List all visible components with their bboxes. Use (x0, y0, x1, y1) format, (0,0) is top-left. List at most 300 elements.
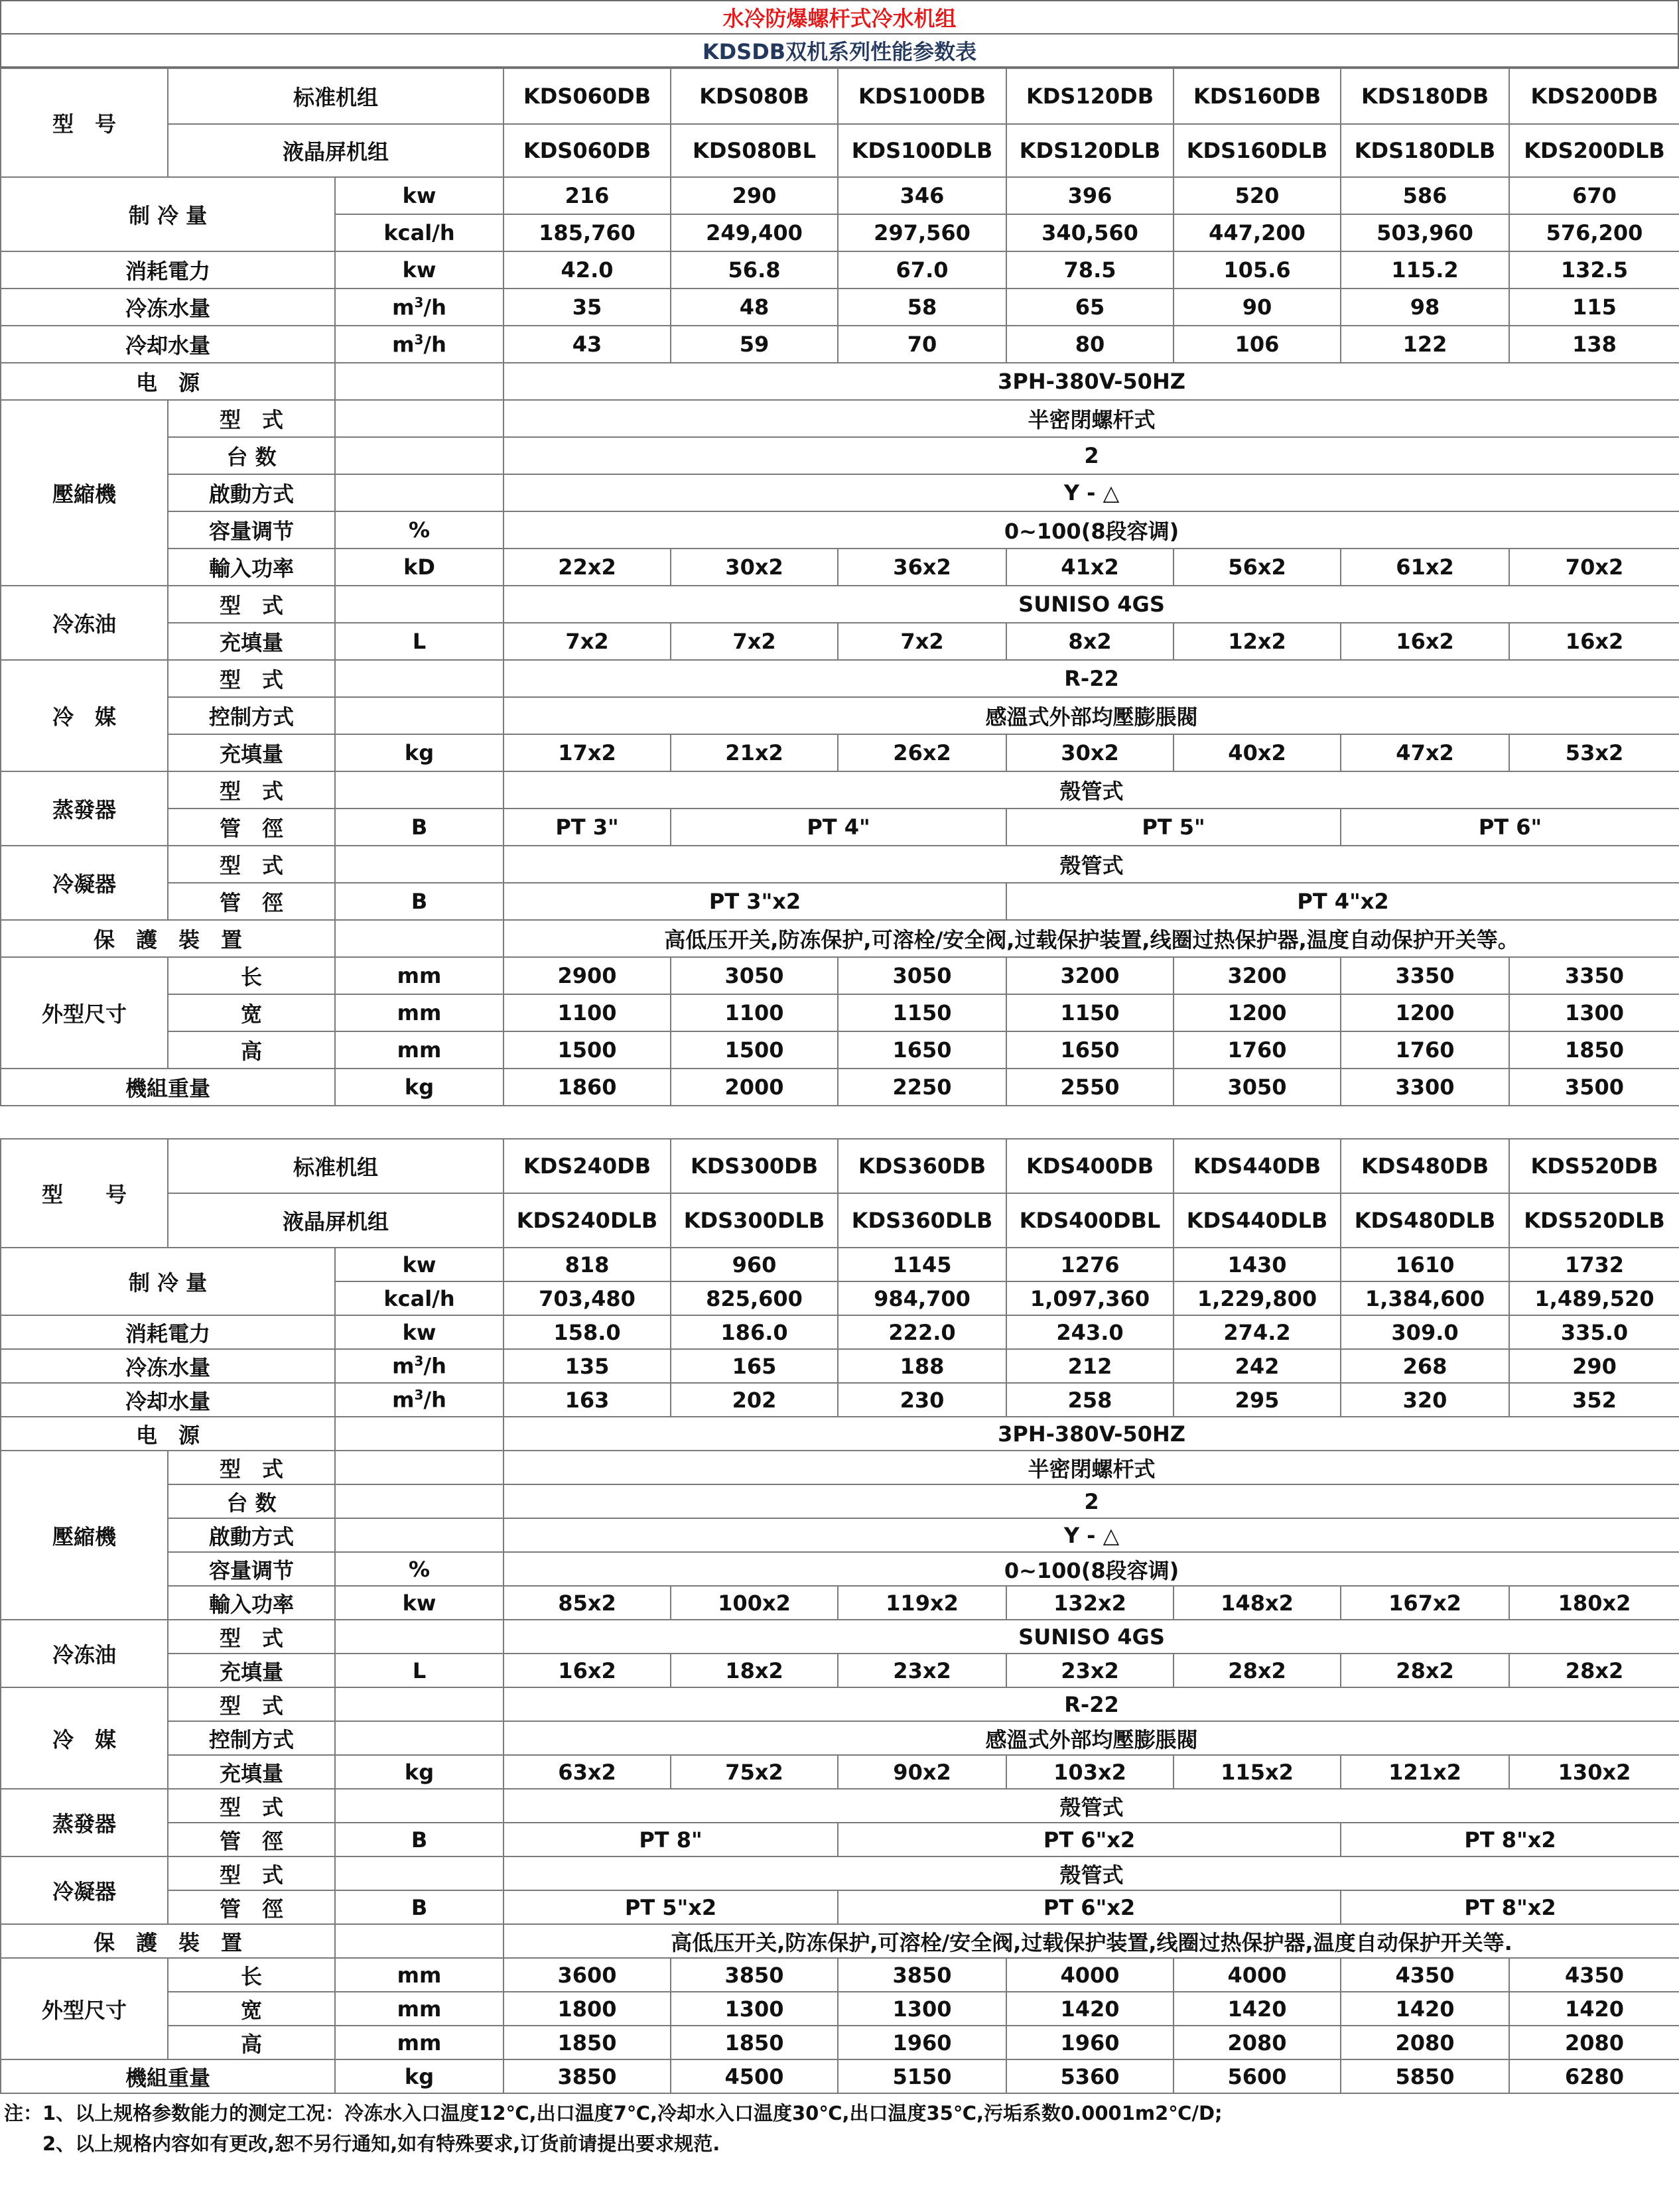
value-cell: 1732 (1509, 1248, 1679, 1281)
value-cell: 2550 (1006, 1069, 1174, 1106)
model-name: KDS160DB (1174, 68, 1341, 124)
unit-cell: B (335, 809, 504, 846)
unit-cell: kw (335, 177, 504, 214)
model-name: KDS160DLB (1174, 124, 1341, 177)
dimension-width-row (1, 994, 1679, 1031)
unit-superscript: 3 (414, 1353, 424, 1370)
condenser-type-value: 殼管式 (504, 846, 1679, 883)
model-row-lcd (1, 1193, 1679, 1248)
value-cell: 3350 (1509, 957, 1679, 994)
value-cell: 53x2 (1509, 734, 1679, 771)
compressor-label: 壓縮機 (1, 1451, 168, 1620)
value-cell: 16x2 (1341, 623, 1509, 660)
cooling-capacity-label: 制 冷 量 (1, 1248, 335, 1315)
value-cell: 1300 (1509, 994, 1679, 1031)
unit-tail: /h (423, 1387, 446, 1413)
value-cell: 2900 (504, 957, 671, 994)
value-cell: 119x2 (838, 1586, 1006, 1620)
pipe-size-value: PT 8"x2 (1341, 1823, 1679, 1856)
value-cell: 22x2 (504, 549, 671, 586)
value-cell: 23x2 (838, 1654, 1006, 1687)
evaporator-type-row (1, 771, 1679, 809)
model-row-standard (1, 68, 1679, 124)
footnote-1: 注：1、以上规格参数能力的测定工况：冷冻水入口温度12℃,出口温度7℃,冷却水入口温度30℃,出口温度35℃,污垢系数0.0001m2℃/D; (4, 2102, 1223, 2124)
value-cell: 2250 (838, 1069, 1006, 1106)
value-cell: 121x2 (1341, 1755, 1509, 1789)
sub-label: 型 式 (168, 846, 335, 883)
unit-cell: mm (335, 994, 504, 1031)
protection-value: 高低压开关,防冻保护,可溶栓/安全阀,过载保护装置,线圈过热保护器,温度自动保护开关等. (504, 1924, 1679, 1958)
value-cell: 396 (1006, 177, 1174, 214)
cooling-water-label: 冷却水量 (1, 326, 335, 363)
weight-label: 機組重量 (1, 1069, 335, 1106)
unit-cell: kw (335, 1586, 504, 1620)
pipe-size-value: PT 8"x2 (1341, 1890, 1679, 1924)
value-cell: 297,560 (838, 214, 1006, 251)
compressor-start-value: Y - △ (504, 1518, 1679, 1552)
model-label: 型 号 (1, 1139, 168, 1248)
value-cell: 1760 (1341, 1031, 1509, 1069)
power-supply-row (1, 363, 1679, 400)
sub-label: 长 (168, 957, 335, 994)
value-cell: 28x2 (1341, 1654, 1509, 1687)
value-cell: 274.2 (1174, 1315, 1341, 1349)
value-cell: 960 (671, 1248, 838, 1281)
value-cell: 1,229,800 (1174, 1281, 1341, 1315)
evaporator-label: 蒸發器 (1, 771, 168, 846)
value-cell: 1860 (504, 1069, 671, 1106)
value-cell: 447,200 (1174, 214, 1341, 251)
model-name: KDS520DB (1509, 1139, 1679, 1193)
capacity-control-value: 0~100(8段容调) (504, 1552, 1679, 1586)
sub-label: 控制方式 (168, 1721, 335, 1755)
sub-label: 型 式 (168, 1856, 335, 1890)
value-cell: 1500 (504, 1031, 671, 1069)
refrigerant-type-row (1, 660, 1679, 697)
value-cell: 243.0 (1006, 1315, 1174, 1349)
compressor-start-value: Y - △ (504, 474, 1679, 511)
value-cell: 309.0 (1341, 1315, 1509, 1349)
sub-label: 充填量 (168, 1654, 335, 1687)
power-label: 消耗電力 (1, 1315, 335, 1349)
unit-cell (335, 1451, 504, 1484)
value-cell: 59 (671, 326, 838, 363)
value-cell: 56.8 (671, 251, 838, 289)
power-supply-label: 电 源 (1, 1417, 335, 1451)
unit-cell (335, 1856, 504, 1890)
condenser-pipe-row (1, 883, 1679, 920)
value-cell: 984,700 (838, 1281, 1006, 1315)
sub-label: 容量调节 (168, 1552, 335, 1586)
value-cell: 30x2 (1006, 734, 1174, 771)
value-cell: 47x2 (1341, 734, 1509, 771)
unit-cell: kcal/h (335, 1281, 504, 1315)
unit-cell (335, 326, 504, 363)
unit-cell (335, 1620, 504, 1654)
sub-label: 长 (168, 1958, 335, 1992)
oil-type-row (1, 1620, 1679, 1654)
unit-base: m (392, 294, 415, 320)
sub-label: 高 (168, 2026, 335, 2059)
unit-cell (335, 1484, 504, 1518)
value-cell: 28x2 (1509, 1654, 1679, 1687)
unit-cell: kg (335, 734, 504, 771)
sub-label: 型 式 (168, 660, 335, 697)
unit-superscript: 3 (414, 294, 424, 310)
sub-label: 台 数 (168, 437, 335, 474)
compressor-type-value: 半密閉螺杆式 (504, 1451, 1679, 1484)
model-name: KDS360DB (838, 1139, 1006, 1193)
model-name: KDS180DLB (1341, 124, 1509, 177)
standard-unit-label: 标准机组 (168, 68, 504, 124)
value-cell: 1145 (838, 1248, 1006, 1281)
refrigerant-fill-row (1, 734, 1679, 771)
value-cell: 576,200 (1509, 214, 1679, 251)
compressor-capacity-row (1, 511, 1679, 549)
condenser-type-value: 殼管式 (504, 1856, 1679, 1890)
oil-label: 冷冻油 (1, 1620, 168, 1687)
value-cell: 106 (1174, 326, 1341, 363)
compressor-input-row (1, 549, 1679, 586)
value-cell: 1800 (504, 1992, 671, 2026)
unit-cell (335, 771, 504, 809)
value-cell: 1300 (671, 1992, 838, 2026)
unit-tail: /h (423, 1353, 446, 1379)
unit-cell: L (335, 623, 504, 660)
model-name: KDS100DLB (838, 124, 1006, 177)
unit-cell (335, 289, 504, 326)
evaporator-type-row (1, 1789, 1679, 1823)
value-cell: 122 (1341, 326, 1509, 363)
compressor-type-row (1, 400, 1679, 437)
value-cell: 1960 (838, 2026, 1006, 2059)
evaporator-pipe-row (1, 1823, 1679, 1856)
value-cell: 65 (1006, 289, 1174, 326)
compressor-input-row (1, 1586, 1679, 1620)
spec-table-1 (0, 68, 1679, 1106)
value-cell: 1300 (838, 1992, 1006, 2026)
value-cell: 1850 (504, 2026, 671, 2059)
oil-type-value: SUNISO 4GS (504, 1620, 1679, 1654)
value-cell: 105.6 (1174, 251, 1341, 289)
unit-cell: % (335, 511, 504, 549)
condenser-label: 冷凝器 (1, 846, 168, 920)
value-cell: 1650 (1006, 1031, 1174, 1069)
value-cell: 818 (504, 1248, 671, 1281)
dimension-length-row (1, 1958, 1679, 1992)
evaporator-type-value: 殼管式 (504, 771, 1679, 809)
value-cell: 340,560 (1006, 214, 1174, 251)
footnotes (4, 2098, 1223, 2159)
unit-base: m (392, 1387, 415, 1413)
value-cell: 12x2 (1174, 623, 1341, 660)
value-cell: 2080 (1509, 2026, 1679, 2059)
table-gap (0, 1106, 1679, 1138)
unit-base: m (392, 332, 415, 358)
pipe-size-value: PT 4"x2 (1006, 883, 1679, 920)
value-cell: 40x2 (1174, 734, 1341, 771)
value-cell: 5360 (1006, 2059, 1174, 2093)
power-supply-label: 电 源 (1, 363, 335, 400)
condenser-type-row (1, 1856, 1679, 1890)
unit-cell: mm (335, 1992, 504, 2026)
value-cell: 3050 (671, 957, 838, 994)
model-name: KDS060DB (504, 124, 671, 177)
sub-label: 型 式 (168, 1451, 335, 1484)
refrigerant-control-row (1, 697, 1679, 734)
value-cell: 670 (1509, 177, 1679, 214)
power-label: 消耗電力 (1, 251, 335, 289)
value-cell: 48 (671, 289, 838, 326)
value-cell: 100x2 (671, 1586, 838, 1620)
unit-tail: /h (423, 294, 446, 320)
value-cell: 70 (838, 326, 1006, 363)
lcd-unit-label: 液晶屏机组 (168, 1193, 504, 1248)
value-cell: 61x2 (1341, 549, 1509, 586)
unit-cell (335, 920, 504, 957)
value-cell: 103x2 (1006, 1755, 1174, 1789)
sub-label: 型 式 (168, 400, 335, 437)
pipe-size-value: PT 6"x2 (838, 1823, 1341, 1856)
value-cell: 30x2 (671, 549, 838, 586)
unit-cell (335, 660, 504, 697)
standard-unit-label: 标准机组 (168, 1139, 504, 1193)
unit-cell (335, 474, 504, 511)
value-cell: 3600 (504, 1958, 671, 1992)
value-cell: 212 (1006, 1349, 1174, 1383)
value-cell: 7x2 (838, 623, 1006, 660)
oil-type-value: SUNISO 4GS (504, 586, 1679, 623)
value-cell: 90x2 (838, 1755, 1006, 1789)
sheet-subtitle: KDSDB双机系列性能参数表 (0, 33, 1679, 68)
value-cell: 78.5 (1006, 251, 1174, 289)
model-name: KDS240DLB (504, 1193, 671, 1248)
compressor-count-value: 2 (504, 437, 1679, 474)
value-cell: 42.0 (504, 251, 671, 289)
value-cell: 115.2 (1341, 251, 1509, 289)
sub-label: 宽 (168, 1992, 335, 2026)
compressor-type-row (1, 1451, 1679, 1484)
unit-cell: B (335, 883, 504, 920)
value-cell: 85x2 (504, 1586, 671, 1620)
value-cell: 320 (1341, 1383, 1509, 1417)
unit-cell: kg (335, 1069, 504, 1106)
unit-cell: mm (335, 1031, 504, 1069)
model-name: KDS480DLB (1341, 1193, 1509, 1248)
footnote-2: 2、以上规格内容如有更改,恕不另行通知,如有特殊要求,订货前请提出要求规范. (4, 2132, 720, 2155)
unit-superscript: 3 (414, 1387, 424, 1403)
value-cell: 70x2 (1509, 549, 1679, 586)
refrigerant-label: 冷 媒 (1, 660, 168, 771)
value-cell: 26x2 (838, 734, 1006, 771)
unit-cell: B (335, 1890, 504, 1924)
model-name: KDS120DLB (1006, 124, 1174, 177)
compressor-label: 壓縮機 (1, 400, 168, 586)
value-cell: 3850 (504, 2059, 671, 2093)
protection-value: 高低压开关,防冻保护,可溶栓/安全阀,过载保护装置,线圈过热保护器,温度自动保护开关等。 (504, 920, 1679, 957)
value-cell: 268 (1341, 1349, 1509, 1383)
unit-cell (335, 846, 504, 883)
value-cell: 2000 (671, 1069, 838, 1106)
model-name: KDS300DB (671, 1139, 838, 1193)
sub-label: 容量调节 (168, 511, 335, 549)
model-name: KDS180DB (1341, 68, 1509, 124)
value-cell: 98 (1341, 289, 1509, 326)
sub-label: 管 徑 (168, 883, 335, 920)
value-cell: 295 (1174, 1383, 1341, 1417)
unit-cell: kD (335, 549, 504, 586)
condenser-pipe-row (1, 1890, 1679, 1924)
unit-cell (335, 1924, 504, 1958)
model-name: KDS120DB (1006, 68, 1174, 124)
unit-cell (335, 697, 504, 734)
value-cell: 8x2 (1006, 623, 1174, 660)
refrigerant-control-value: 感溫式外部均壓膨脹閥 (504, 697, 1679, 734)
compressor-type-value: 半密閉螺杆式 (504, 400, 1679, 437)
sub-label: 控制方式 (168, 697, 335, 734)
lcd-unit-label: 液晶屏机组 (168, 124, 504, 177)
value-cell: 1500 (671, 1031, 838, 1069)
unit-cell: kg (335, 1755, 504, 1789)
value-cell: 130x2 (1509, 1755, 1679, 1789)
sub-label: 啟動方式 (168, 474, 335, 511)
cooling-water-label: 冷却水量 (1, 1383, 335, 1417)
evaporator-type-value: 殼管式 (504, 1789, 1679, 1823)
value-cell: 58 (838, 289, 1006, 326)
value-cell: 352 (1509, 1383, 1679, 1417)
value-cell: 216 (504, 177, 671, 214)
unit-cell (335, 437, 504, 474)
value-cell: 2080 (1341, 2026, 1509, 2059)
unit-cell: kw (335, 1248, 504, 1281)
refrigerant-type-value: R-22 (504, 660, 1679, 697)
value-cell: 1150 (1006, 994, 1174, 1031)
cooling-capacity-label: 制 冷 量 (1, 177, 335, 251)
value-cell: 3050 (838, 957, 1006, 994)
value-cell: 3050 (1174, 1069, 1341, 1106)
value-cell: 185,760 (504, 214, 671, 251)
value-cell: 5150 (838, 2059, 1006, 2093)
value-cell: 180x2 (1509, 1586, 1679, 1620)
unit-superscript: 3 (414, 331, 424, 348)
sub-label: 輸入功率 (168, 549, 335, 586)
value-cell: 1430 (1174, 1248, 1341, 1281)
value-cell: 1420 (1174, 1992, 1341, 2026)
value-cell: 520 (1174, 177, 1341, 214)
value-cell: 90 (1174, 289, 1341, 326)
unit-cell: mm (335, 2026, 504, 2059)
model-label: 型 号 (1, 68, 168, 177)
sub-label: 管 徑 (168, 1890, 335, 1924)
value-cell: 5600 (1174, 2059, 1341, 2093)
value-cell: 222.0 (838, 1315, 1006, 1349)
sub-label: 充填量 (168, 734, 335, 771)
value-cell: 230 (838, 1383, 1006, 1417)
pipe-size-value: PT 5" (1006, 809, 1341, 846)
unit-cell (335, 1518, 504, 1552)
model-name: KDS100DB (838, 68, 1006, 124)
sub-label: 啟動方式 (168, 1518, 335, 1552)
value-cell: 335.0 (1509, 1315, 1679, 1349)
pipe-size-value: PT 8" (504, 1823, 838, 1856)
sub-label: 充填量 (168, 623, 335, 660)
compressor-capacity-row (1, 1552, 1679, 1586)
pipe-size-value: PT 3"x2 (504, 883, 1006, 920)
power-row (1, 251, 1679, 289)
refrigerant-control-value: 感溫式外部均壓膨脹閥 (504, 1721, 1679, 1755)
value-cell: 7x2 (671, 623, 838, 660)
unit-cell (335, 363, 504, 400)
model-name: KDS520DLB (1509, 1193, 1679, 1248)
unit-cell: kg (335, 2059, 504, 2093)
value-cell: 23x2 (1006, 1654, 1174, 1687)
model-row-lcd (1, 124, 1679, 177)
model-name: KDS400DB (1006, 1139, 1174, 1193)
weight-row (1, 1069, 1679, 1106)
unit-cell (335, 1789, 504, 1823)
value-cell: 1150 (838, 994, 1006, 1031)
value-cell: 163 (504, 1383, 671, 1417)
value-cell: 1420 (1341, 1992, 1509, 2026)
value-cell: 346 (838, 177, 1006, 214)
model-name: KDS200DB (1509, 68, 1679, 124)
value-cell: 3850 (838, 1958, 1006, 1992)
condenser-type-row (1, 846, 1679, 883)
sub-label: 型 式 (168, 1789, 335, 1823)
oil-label: 冷冻油 (1, 586, 168, 660)
value-cell: 132.5 (1509, 251, 1679, 289)
value-cell: 1200 (1174, 994, 1341, 1031)
chilled-water-label: 冷冻水量 (1, 289, 335, 326)
sub-label: 充填量 (168, 1755, 335, 1789)
unit-cell: mm (335, 1958, 504, 1992)
sub-label: 高 (168, 1031, 335, 1069)
value-cell: 258 (1006, 1383, 1174, 1417)
refrigerant-fill-row (1, 1755, 1679, 1789)
value-cell: 4350 (1509, 1958, 1679, 1992)
dimension-height-row (1, 1031, 1679, 1069)
model-name: KDS400DBL (1006, 1193, 1174, 1248)
compressor-start-row (1, 474, 1679, 511)
spec-table-2 (0, 1138, 1679, 2094)
unit-cell: kw (335, 1315, 504, 1349)
refrigerant-type-value: R-22 (504, 1687, 1679, 1721)
value-cell: 1200 (1341, 994, 1509, 1031)
evaporator-pipe-row (1, 809, 1679, 846)
value-cell: 825,600 (671, 1281, 838, 1315)
value-cell: 3300 (1341, 1069, 1509, 1106)
unit-cell (335, 1687, 504, 1721)
model-name: KDS240DB (504, 1139, 671, 1193)
value-cell: 1760 (1174, 1031, 1341, 1069)
model-name: KDS440DB (1174, 1139, 1341, 1193)
value-cell: 21x2 (671, 734, 838, 771)
value-cell: 3350 (1341, 957, 1509, 994)
sub-label: 管 徑 (168, 809, 335, 846)
value-cell: 1420 (1509, 1992, 1679, 2026)
value-cell: 36x2 (838, 549, 1006, 586)
value-cell: 503,960 (1341, 214, 1509, 251)
cooling-water-row (1, 326, 1679, 363)
value-cell: 1,384,600 (1341, 1281, 1509, 1315)
sub-label: 型 式 (168, 586, 335, 623)
pipe-size-value: PT 6" (1341, 809, 1679, 846)
protection-label: 保 護 裝 置 (1, 1924, 335, 1958)
value-cell: 132x2 (1006, 1586, 1174, 1620)
sub-label: 宽 (168, 994, 335, 1031)
oil-fill-row (1, 1654, 1679, 1687)
model-name: KDS440DLB (1174, 1193, 1341, 1248)
